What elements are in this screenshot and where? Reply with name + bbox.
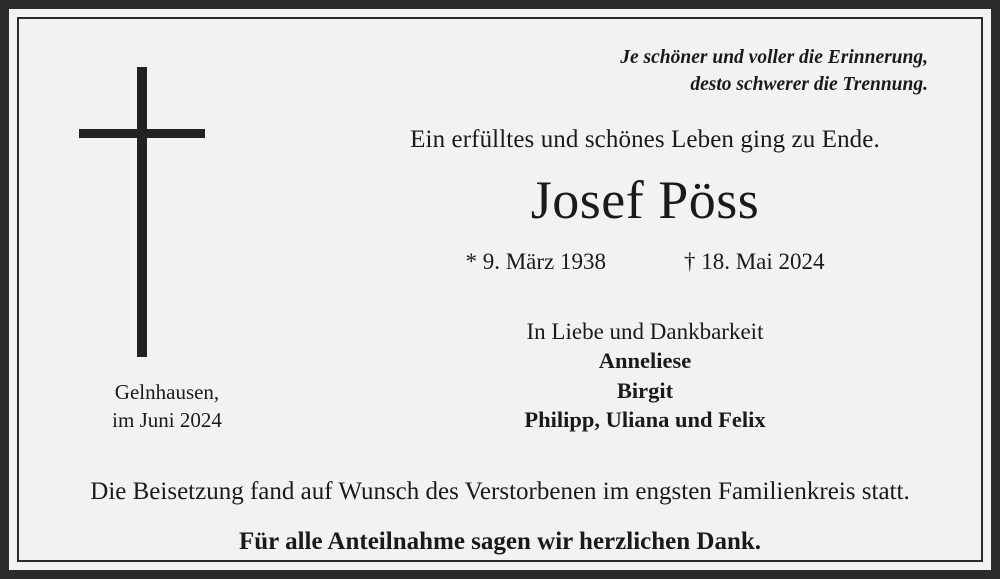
birth-date: * 9. März 1938 (465, 248, 606, 274)
epitaph-line-2: desto schwerer die Trennung. (690, 73, 928, 95)
life-dates (317, 249, 973, 275)
epitaph-line-1: Je schöner und voller die Erinnerung, (620, 47, 928, 68)
place-line-1: Gelnhausen, (114, 380, 220, 404)
notice-content (9, 9, 991, 570)
thanks-line: Für alle Anteilnahme sagen wir herzlichen Dank. (239, 528, 761, 555)
survivor-1: Anneliese (598, 348, 692, 374)
survivor-3: Philipp, Uliana und Felix (524, 406, 766, 432)
bottom-block (27, 476, 973, 557)
place-and-date (27, 379, 307, 434)
death-date: † 18. Mai 2024 (683, 248, 825, 274)
dedication-intro: In Liebe und Dankbarkeit (526, 318, 764, 344)
dedication (317, 317, 973, 435)
deceased-name: Josef Pöss (530, 169, 760, 230)
top-area (27, 19, 973, 449)
burial-note: Die Beisetzung fand auf Wunsch des Verstorbenen im engsten Familienkreis statt. (90, 477, 910, 505)
place-line-2: im Juni 2024 (112, 407, 222, 432)
symbol-column (27, 19, 317, 449)
survivor-2: Birgit (616, 377, 674, 403)
latin-cross-icon (137, 67, 147, 357)
text-column (317, 19, 973, 449)
lead-line: Ein erfülltes und schönes Leben ging zu Ende. (410, 125, 880, 153)
epitaph (317, 45, 973, 99)
